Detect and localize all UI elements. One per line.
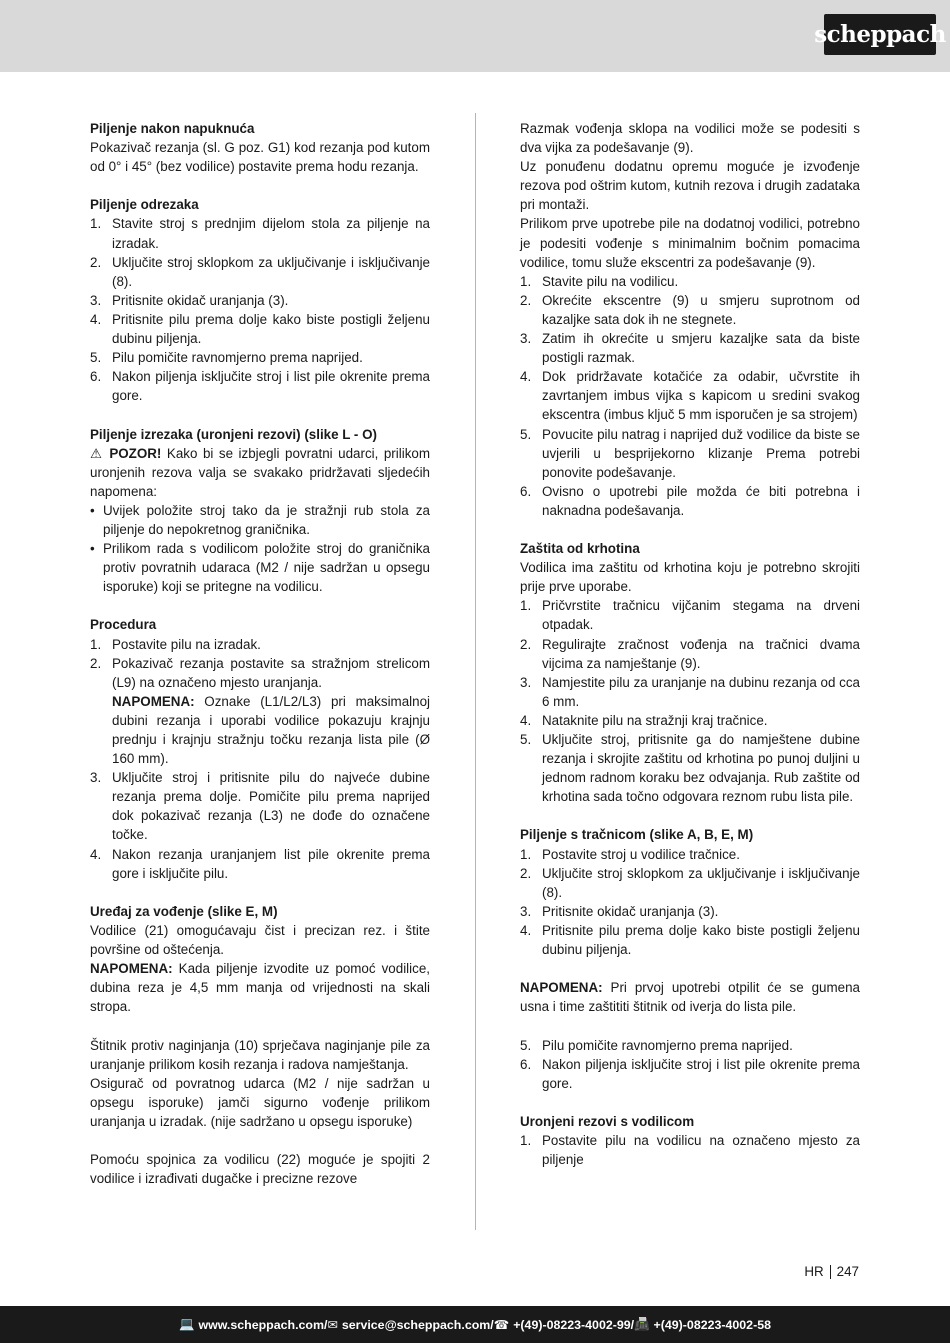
mail-icon: ✉ — [327, 1318, 338, 1332]
left-column — [90, 119, 430, 1188]
note-paragraph: NAPOMENA: Pri prvoj upotrebi otpilit će se gumena usna i time zaštititi štitnik od iverja do lista pile. — [520, 980, 860, 1015]
bullet-item: • Uvijek položite stroj tako da je stražnji rub stola za piljenje do nepokretnog graničnika. — [90, 502, 430, 537]
section-title-guide-device: Uređaj za vođenje (slike E, M) — [90, 903, 278, 919]
paragraph: Vodilica ima zaštitu od krhotina koju je potrebno skrojiti prije prve uporabe. — [520, 560, 860, 595]
brand-logo: scheppach — [824, 14, 936, 55]
section-title-plunge-cuts: Piljenje izrezaka (uronjeni rezovi) (slike L - O) — [90, 426, 377, 442]
list-item: 5. Povucite pilu natrag i naprijed duž vodilice da biste se uvjerili u besprijekorno klizanje Prema potrebi ponovite podešavanje. — [520, 426, 860, 480]
email-link[interactable]: service@scheppach.com — [341, 1317, 491, 1332]
section-title-procedure: Procedura — [90, 617, 157, 633]
paragraph: Uz ponuđenu dodatnu opremu moguće je izvođenje rezova pod oštrim kutom, kutnih rezova i drugih zadataka pri montaži. — [520, 159, 860, 213]
paragraph: Vodilice (21) omogućavaju čist i precizan rez. i štite površine od oštećenja. — [90, 922, 430, 958]
paragraph: Prilikom prve upotrebe pile na dodatnoj vodilici, potrebno je podesiti vođenje s minimalnim bočnim pomacima vodilice, tomu služe ekscentri za podešavanje (9). — [520, 216, 860, 270]
footer-bar: 💻 www.scheppach.com / ✉ service@scheppach.com / ☎ +(49)-08223-4002-99 / 📠 +(49)-08223-4002-58 — [0, 1306, 950, 1343]
section-title-plunge-with-guide: Uronjeni rezovi s vodilicom — [520, 1113, 695, 1129]
list-item: 4. Nataknite pilu na stražnji kraj tračnice. — [520, 712, 768, 728]
list-item: 4. Pritisnite pilu prema dolje kako biste postigli željenu dubinu piljenja. — [520, 922, 860, 958]
section-title-cut-after-split: Piljenje nakon napuknuća — [90, 121, 255, 136]
language-code: HR — [804, 1264, 824, 1279]
paragraph: Štitnik protiv naginjanja (10) sprječava naginjanje pile za uranjanje prilikom kosih rezanja i radova namještanja. — [90, 1037, 430, 1072]
list-item: 1. Postavite stroj u vodilice tračnice. — [520, 846, 740, 862]
paragraph: Osigurač od povratnog udarca (M2 / nije sadržan u opsegu isporuke) jamči sigurno vođenje prilikom uranjanja u izradak. (nije sadržano u opsegu isporuke) — [90, 1075, 430, 1129]
list-item: 2. Regulirajte zračnost vođenja na tračnici dvama vijcima za namještanje (9). — [520, 636, 860, 671]
bullet-item: • Prilikom rada s vodilicom položite stroj do graničnika protiv povratnih udaraca (M2 / nije sadržan u opsegu isporuke) koji se pritegne na vodilicu. — [90, 541, 430, 595]
note-label: NAPOMENA: — [112, 693, 195, 709]
paragraph: Pokazivač rezanja (sl. G poz. G1) kod rezanja pod kutom od 0° i 45° (bez vodilice) postavite prema hodu rezanja. — [90, 140, 430, 175]
note-paragraph: NAPOMENA: Oznake (L1/L2/L3) pri maksimalnoj dubini rezanja i uporabi vodilice pokazuju krajnju prednju i krajnju stražnju točku rezanja lista pile (Ø 160 mm). — [112, 693, 430, 767]
list-item: 3. Namjestite pilu za uranjanje na dubinu rezanja od cca 6 mm. — [520, 674, 860, 709]
list-item: 6. Ovisno o upotrebi pile možda će biti potrebna i naknadna podešavanja. — [520, 483, 860, 518]
section-title-splinter-guard: Zaštita od krhotina — [520, 541, 640, 557]
list-item: 3. Uključite stroj i pritisnite pilu do najveće dubine rezanja prema dolje. Pomičite pilu prema naprijed dok pokazivač rezanja (L3) ne dođe do označene točke. — [90, 770, 430, 843]
list-item: 1. Pričvrstite tračnicu vijčanim stegama na drveni otpadak. — [520, 598, 860, 633]
page-number — [804, 1264, 859, 1279]
note-label: NAPOMENA: — [520, 980, 603, 996]
list-item: 5. Pilu pomičite ravnomjerno prema naprijed. — [90, 350, 363, 366]
list-item: 6. Nakon piljenja isključite stroj i list pile okrenite prema gore. — [90, 369, 430, 404]
fax-number: +(49)-08223-4002-58 — [653, 1317, 771, 1332]
list-item: 1. Stavite stroj s prednjim dijelom stola za piljenje na izradak. — [90, 216, 430, 251]
right-column — [520, 119, 860, 1169]
warning-label: ⚠ POZOR! — [90, 445, 162, 461]
list-item: 3. Pritisnite okidač uranjanja (3). — [90, 292, 289, 308]
list-item: 1. Stavite pilu na vodilicu. — [520, 273, 679, 289]
list-item: 1. Postavite pilu na izradak. — [90, 636, 261, 652]
paragraph: Razmak vođenja sklopa na vodilici može se podesiti s dva vijka za podešavanje (9). — [520, 121, 860, 156]
fax-icon: 📠 — [634, 1317, 650, 1331]
phone-icon: ☎ — [493, 1318, 510, 1332]
list-item: 5. Uključite stroj, pritisnite ga do namještene dubine rezanja i skrojite zaštitu od krhotina po punoj duljini u jednom radnom koraku bez odvajanja. Rub zaštite od krhotina sada točno odgovara reznom rubu lista pile. — [520, 732, 860, 805]
list-item: 2. Okrećite ekscentre (9) u smjeru suprotnom od kazaljke sata dok ih ne stegnete. — [520, 292, 860, 327]
list-item: 3. Pritisnite okidač uranjanja (3). — [520, 903, 719, 919]
list-item: 1. Postavite pilu na vodilicu na označeno mjesto za piljenje — [520, 1132, 860, 1168]
page-number-divider — [830, 1265, 831, 1279]
list-item: 4. Nakon rezanja uranjanjem list pile okrenite prema gore i isključite pilu. — [90, 846, 430, 881]
header-band — [0, 0, 950, 72]
computer-icon: 💻 — [179, 1317, 195, 1331]
list-item: 6. Nakon piljenja isključite stroj i list pile okrenite prema gore. — [520, 1056, 860, 1091]
website-link[interactable]: www.scheppach.com — [198, 1317, 324, 1332]
warning-paragraph: ⚠ POZOR! Kako bi se izbjegli povratni udarci, prilikom uronjenih rezova valja se svakako pridržavati sljedećih napomena: — [90, 445, 430, 499]
list-item: 3. Zatim ih okrećite u smjeru kazaljke sata da biste postigli razmak. — [520, 331, 860, 366]
section-title-cutting-offcuts: Piljenje odrezaka — [90, 197, 199, 213]
list-item: 2. Uključite stroj sklopkom za uključivanje i isključivanje (8). — [520, 865, 860, 900]
list-item: 2. Uključite stroj sklopkom za uključivanje i isključivanje (8). — [90, 254, 430, 289]
paragraph: Pomoću spojnica za vodilicu (22) moguće je spojiti 2 vodilice i izrađivati dugačke i precizne rezove — [90, 1152, 430, 1187]
column-divider — [475, 113, 476, 1230]
list-item: 5. Pilu pomičite ravnomjerno prema naprijed. — [520, 1037, 793, 1053]
page-number-value: 247 — [836, 1264, 859, 1279]
list-item: 4. Pritisnite pilu prema dolje kako biste postigli željenu dubinu piljenja. — [90, 311, 430, 347]
section-title-rail-cutting: Piljenje s tračnicom (slike A, B, E, M) — [520, 827, 754, 843]
note-label: NAPOMENA: — [90, 961, 173, 977]
list-item: 2. Pokazivač rezanja postavite sa stražnjom strelicom (L9) na označeno mjesto uranjanja. — [90, 655, 430, 690]
list-item: 4. Dok pridržavate kotačiće za odabir, učvrstite ih zavrtanjem imbus vijka s kapicom u sredini svakog ekscentra (imbus ključ 5 mm isporučen je sa strojem) — [520, 369, 860, 423]
phone-number: +(49)-08223-4002-99 — [513, 1317, 631, 1332]
note-paragraph: NAPOMENA: Kada piljenje izvodite uz pomoć vodilice, dubina reza je 4,5 mm manja od vrijednosti na skali stropa. — [90, 961, 430, 1015]
